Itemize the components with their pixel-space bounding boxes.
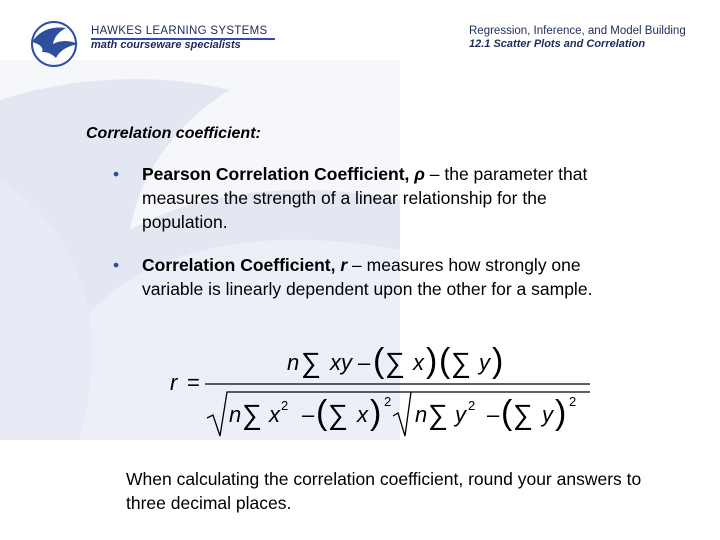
course-info xyxy=(469,25,686,50)
paren-close: ) xyxy=(426,342,438,380)
bullet-marker: • xyxy=(113,255,120,275)
paren-close: ) xyxy=(370,394,382,432)
formula-sigma: ∑ xyxy=(301,347,321,378)
formula-n: n xyxy=(287,350,300,375)
paren-open: ( xyxy=(439,342,451,380)
section-title: 12.1 Scatter Plots and Correlation xyxy=(469,38,646,50)
bullet-item-pearson xyxy=(113,162,613,234)
formula-sigma: ∑ xyxy=(328,399,348,430)
bullet-list xyxy=(113,162,613,301)
paren-open: ( xyxy=(501,394,513,432)
formula-exponent: 2 xyxy=(384,394,392,409)
hawk-logo-icon xyxy=(26,20,82,68)
paren-close: ) xyxy=(555,394,567,432)
formula-sigma: ∑ xyxy=(385,347,405,378)
formula-sigma: ∑ xyxy=(451,347,471,378)
bullet-marker: • xyxy=(113,164,120,184)
correlation-formula xyxy=(165,340,595,440)
bullet-symbol: r xyxy=(340,255,348,275)
bullet-symbol: ρ xyxy=(414,164,425,184)
bullet-term: Pearson Correlation Coefficient, xyxy=(142,164,415,184)
formula-x: x xyxy=(413,350,424,375)
formula-x: x xyxy=(357,402,368,427)
paren-open: ( xyxy=(316,394,328,432)
rounding-note: When calculating the correlation coefficient, round your answers to three decimal places. xyxy=(126,469,642,513)
brand-tagline: math courseware specialists xyxy=(91,39,241,51)
slide-heading: Correlation coefficient: xyxy=(86,125,261,142)
paren-close: ) xyxy=(492,342,504,380)
formula-y: y xyxy=(455,402,466,427)
course-title: Regression, Inference, and Model Building xyxy=(469,25,686,37)
formula-exponent: 2 xyxy=(569,394,577,409)
bullet-item-sample xyxy=(113,253,613,301)
formula-sigma: ∑ xyxy=(242,399,262,430)
bullet-text: – measures how strongly one variable is linearly dependent upon the other for a sample. xyxy=(142,255,593,299)
paren-open: ( xyxy=(373,342,385,380)
formula-minus: – xyxy=(358,350,371,375)
radical-sign xyxy=(393,392,411,436)
formula-n: n xyxy=(229,402,242,427)
formula-x: x xyxy=(269,402,280,427)
formula-minus: – xyxy=(487,402,500,427)
brand-block xyxy=(91,25,275,51)
formula-exponent: 2 xyxy=(281,398,289,413)
formula-equals: = xyxy=(187,370,200,395)
bullet-text: – the parameter that measures the strength of a linear relationship for the population. xyxy=(142,164,588,232)
bullet-term: Correlation Coefficient, xyxy=(142,255,341,275)
formula-sigma: ∑ xyxy=(428,399,448,430)
formula-minus: – xyxy=(302,402,315,427)
formula-r: r xyxy=(170,370,178,395)
formula-sigma: ∑ xyxy=(513,399,533,430)
formula-y: y xyxy=(542,402,553,427)
formula-exponent: 2 xyxy=(468,398,476,413)
brand-name: HAWKES LEARNING SYSTEMS xyxy=(91,25,268,37)
formula-y: y xyxy=(479,350,490,375)
formula-xy: xy xyxy=(330,350,352,375)
formula-n: n xyxy=(415,402,428,427)
